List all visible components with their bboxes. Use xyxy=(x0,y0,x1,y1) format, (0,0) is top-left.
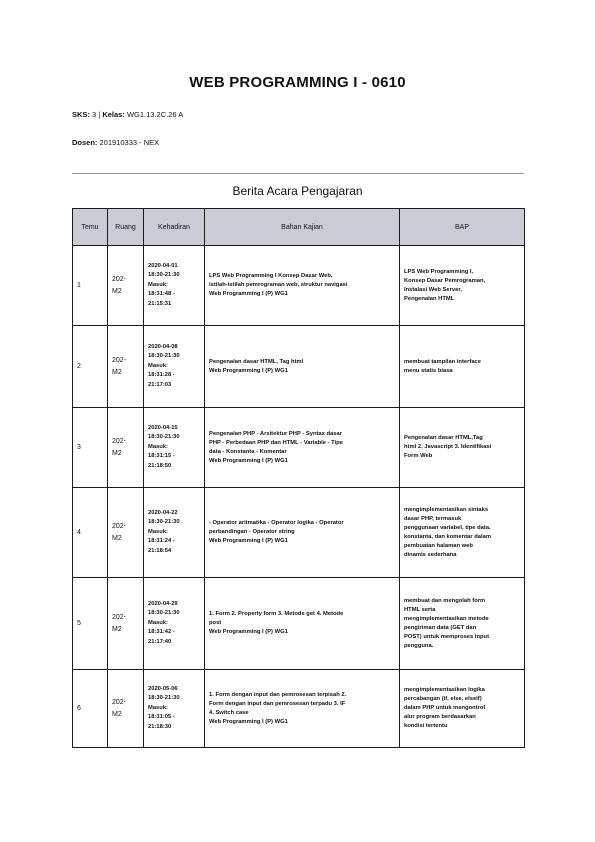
cell-kehadiran-line: 18:30-21:30 xyxy=(148,353,180,360)
table-row xyxy=(73,326,525,408)
cell-kehadiran-line: 18:30-21:30 xyxy=(148,272,180,279)
cell-kehadiran-line: 2020-04-01 xyxy=(148,262,178,269)
cell-kehadiran-line: Masuk: xyxy=(148,443,168,450)
cell-bahan-kajian xyxy=(205,578,400,670)
cell-kehadiran-line: 21:15:31 xyxy=(148,300,172,307)
cell-ruang-line: 202- xyxy=(112,698,127,706)
cell-ruang xyxy=(108,408,144,488)
cell-kehadiran-line: 21:18:30 xyxy=(148,723,172,730)
cell-bahan-kajian-line: perbandingan - Operator string xyxy=(209,529,295,535)
cell-kehadiran xyxy=(144,408,205,488)
cell-ruang-line: 202- xyxy=(112,613,127,621)
cell-bahan-kajian xyxy=(205,488,400,578)
cell-bap-line: html 2. Javascript 3. Identifikasi xyxy=(404,444,492,450)
cell-bahan-kajian-line: Pengenalan PHP - Arsitektur PHP - Syntax dasar xyxy=(209,430,342,437)
cell-ruang-line: 202- xyxy=(112,275,127,283)
cell-ruang-line: M2 xyxy=(112,368,122,376)
cell-bap-line: pengguna. xyxy=(404,642,434,649)
cell-kehadiran-line: 18:31:24 - xyxy=(148,538,175,545)
dosen-value: 201910333 - NEX xyxy=(99,138,160,147)
cell-temu: 4 xyxy=(73,488,108,578)
cell-ruang xyxy=(108,670,144,748)
cell-bap-line: konstanta, dan komentar dalam xyxy=(404,533,491,540)
cell-kehadiran xyxy=(144,578,205,670)
table-row xyxy=(73,670,525,748)
cell-bap xyxy=(400,670,525,748)
cell-kehadiran-line: 21:18:50 xyxy=(148,462,172,469)
cell-bap-line: LPS Web Programming I, xyxy=(404,268,474,275)
divider xyxy=(72,173,524,174)
cell-kehadiran xyxy=(144,670,205,748)
header-bahan-kajian: Bahan Kajian xyxy=(205,209,400,246)
sks-label: SKS: xyxy=(72,110,90,119)
cell-kehadiran-line: 2020-04-29 xyxy=(148,600,178,607)
cell-bahan-kajian-line: istilah-istilah pemrograman web, struktur navigasi xyxy=(209,282,348,288)
cell-bap-line: pembuatan halaman web xyxy=(404,542,473,549)
cell-bahan-kajian-line: 1. Form dengan input dan pemrosesan terpisah 2. xyxy=(209,691,347,698)
cell-ruang xyxy=(108,246,144,326)
cell-kehadiran-line: 2020-04-22 xyxy=(148,509,178,516)
cell-bahan-kajian-line: Web Programming I (P) WG1 xyxy=(209,718,288,725)
cell-bap-line: dalam PHP untuk mengontrol xyxy=(404,705,486,711)
cell-ruang xyxy=(108,326,144,408)
cell-kehadiran xyxy=(144,326,205,408)
cell-ruang-line: 202- xyxy=(112,522,127,530)
cell-ruang-line: M2 xyxy=(112,534,122,542)
cell-kehadiran-line: 18:30-21:30 xyxy=(148,695,180,702)
cell-kehadiran-line: 2020-05-06 xyxy=(148,685,178,692)
cell-kehadiran-line: Masuk: xyxy=(148,619,168,626)
cell-bap-line: dasar PHP, termasuk xyxy=(404,515,462,522)
cell-temu: 6 xyxy=(73,670,108,748)
cell-bahan-kajian-line: Web Programming I (P) WG1 xyxy=(209,629,288,635)
document-title: WEB PROGRAMMING I - 0610 xyxy=(189,74,406,91)
lecturer-info-line xyxy=(72,138,159,147)
table-header-row xyxy=(73,209,525,246)
separator: | xyxy=(98,110,101,119)
dosen-label: Dosen: xyxy=(72,138,98,147)
cell-ruang xyxy=(108,578,144,670)
cell-bahan-kajian-line: Web Programming I (P) WG1 xyxy=(209,457,288,464)
header-temu: Temu xyxy=(73,209,108,246)
cell-kehadiran-line: Masuk: xyxy=(148,281,168,288)
cell-ruang-line: M2 xyxy=(112,710,122,718)
cell-kehadiran-line: 18:31:42 - xyxy=(148,629,175,636)
cell-temu: 3 xyxy=(73,408,108,488)
course-info-line xyxy=(72,110,183,119)
cell-kehadiran-line: 18:30-21:30 xyxy=(148,610,180,617)
cell-kehadiran-line: 2020-04-15 xyxy=(148,424,178,431)
cell-bap xyxy=(400,488,525,578)
cell-bap-line: mengimplementasikan metode xyxy=(404,615,489,622)
cell-bahan-kajian-line: - Operator aritmatika - Operator logika - Operator xyxy=(209,520,344,526)
cell-bap-line: pengiriman data (GET dan xyxy=(404,624,477,631)
cell-bap-line: kondisi tertentu xyxy=(404,723,448,729)
cell-ruang-line: 202- xyxy=(112,437,127,445)
header-ruang: Ruang xyxy=(108,209,144,246)
sks-value: 3 xyxy=(92,110,97,119)
cell-kehadiran-line: 2020-04-08 xyxy=(148,343,178,350)
cell-temu: 2 xyxy=(73,326,108,408)
cell-bahan-kajian-line: PHP - Perbedaan PHP dan HTML - Variable - Tipe xyxy=(209,439,343,446)
cell-ruang-line: 202- xyxy=(112,356,127,364)
cell-bap xyxy=(400,246,525,326)
cell-bap-line: HTML serta xyxy=(404,606,436,613)
cell-kehadiran-line: 18:31:15 - xyxy=(148,453,175,460)
cell-temu: 1 xyxy=(73,246,108,326)
cell-kehadiran-line: 21:17:40 xyxy=(148,638,172,645)
cell-bap-line: penggunaan variabel, tipe data, xyxy=(404,524,491,531)
cell-kehadiran-line: 21:17:03 xyxy=(148,381,172,388)
cell-kehadiran-line: Masuk: xyxy=(148,362,168,369)
kelas-label: Kelas: xyxy=(102,110,125,119)
cell-ruang-line: M2 xyxy=(112,625,122,633)
header-kehadiran: Kehadiran xyxy=(144,209,205,246)
cell-bap-line: Pengenalan HTML xyxy=(404,295,455,302)
cell-bap-line: Form Web xyxy=(404,453,433,459)
cell-bap-line: Pengenalan dasar HTML,Tag xyxy=(404,435,483,441)
cell-bap-line: membuat dan mengolah form xyxy=(404,597,486,604)
cell-kehadiran-line: 18:30-21:30 xyxy=(148,434,180,441)
cell-kehadiran-line: 18:31:28 - xyxy=(148,372,175,379)
cell-bap xyxy=(400,326,525,408)
cell-kehadiran xyxy=(144,488,205,578)
cell-kehadiran-line: 18:30-21:30 xyxy=(148,519,180,526)
cell-ruang-line: M2 xyxy=(112,287,122,295)
cell-bahan-kajian-line: Web Programming I (P) WG1 xyxy=(209,538,288,544)
cell-bahan-kajian-line: LPS Web Programming I Konsep Dasar Web, xyxy=(209,273,333,279)
cell-kehadiran xyxy=(144,246,205,326)
kelas-value: WG1.13.2C.26 A xyxy=(126,110,184,119)
cell-bahan-kajian-line: data - Konstanta - Komentar xyxy=(209,448,287,455)
cell-bap-line: membuat tampilan interface xyxy=(404,358,481,365)
cell-bahan-kajian xyxy=(205,246,400,326)
cell-bap xyxy=(400,578,525,670)
cell-bahan-kajian xyxy=(205,670,400,748)
cell-bap-line: alur program berdasarkan xyxy=(404,714,476,720)
cell-bap-line: percabangan (if, else, elseif) xyxy=(404,696,482,702)
cell-bahan-kajian-line: 4. Switch case xyxy=(209,709,249,716)
cell-bap-line: Instalasi Web Server, xyxy=(404,286,462,293)
cell-bahan-kajian-line: Form dengan input dan pemrosesan terpadu 3. IF xyxy=(209,700,346,707)
cell-temu: 5 xyxy=(73,578,108,670)
cell-bahan-kajian-line: Pengenalan dasar HTML, Tag html xyxy=(209,358,304,365)
cell-kehadiran-line: 21:18:54 xyxy=(148,547,172,554)
table-row xyxy=(73,488,525,578)
table-row xyxy=(73,578,525,670)
cell-bahan-kajian-line: Web Programming I (P) WG1 xyxy=(209,367,288,374)
teaching-record-table xyxy=(72,208,525,748)
section-title: Berita Acara Pengajaran xyxy=(232,184,363,198)
table-row xyxy=(73,408,525,488)
cell-bahan-kajian-line: 1. Form 2. Property form 3. Metode get 4. Metode xyxy=(209,611,344,617)
header-bap: BAP xyxy=(400,209,525,246)
cell-bahan-kajian xyxy=(205,408,400,488)
cell-ruang xyxy=(108,488,144,578)
cell-bahan-kajian-line: post xyxy=(209,620,222,626)
cell-bap-line: mengimplementasikan logika xyxy=(404,687,485,693)
cell-bap-line: POST) untuk memproses input xyxy=(404,633,490,640)
cell-bahan-kajian-line: Web Programming I (P) WG1 xyxy=(209,291,288,297)
cell-kehadiran-line: 18:31:48 - xyxy=(148,291,175,298)
cell-bap-line: mengimplementasikan sintaks xyxy=(404,506,489,513)
cell-kehadiran-line: Masuk: xyxy=(148,704,168,711)
cell-kehadiran-line: Masuk: xyxy=(148,528,168,535)
cell-ruang-line: M2 xyxy=(112,449,122,457)
cell-bap-line: dinamis sederhana xyxy=(404,551,457,558)
table-row xyxy=(73,246,525,326)
cell-kehadiran-line: 18:31:05 - xyxy=(148,714,175,721)
cell-bap-line: Konsep Dasar Pemrograman, xyxy=(404,277,486,284)
cell-bap-line: menu statis biasa xyxy=(404,367,453,374)
cell-bap xyxy=(400,408,525,488)
cell-bahan-kajian xyxy=(205,326,400,408)
